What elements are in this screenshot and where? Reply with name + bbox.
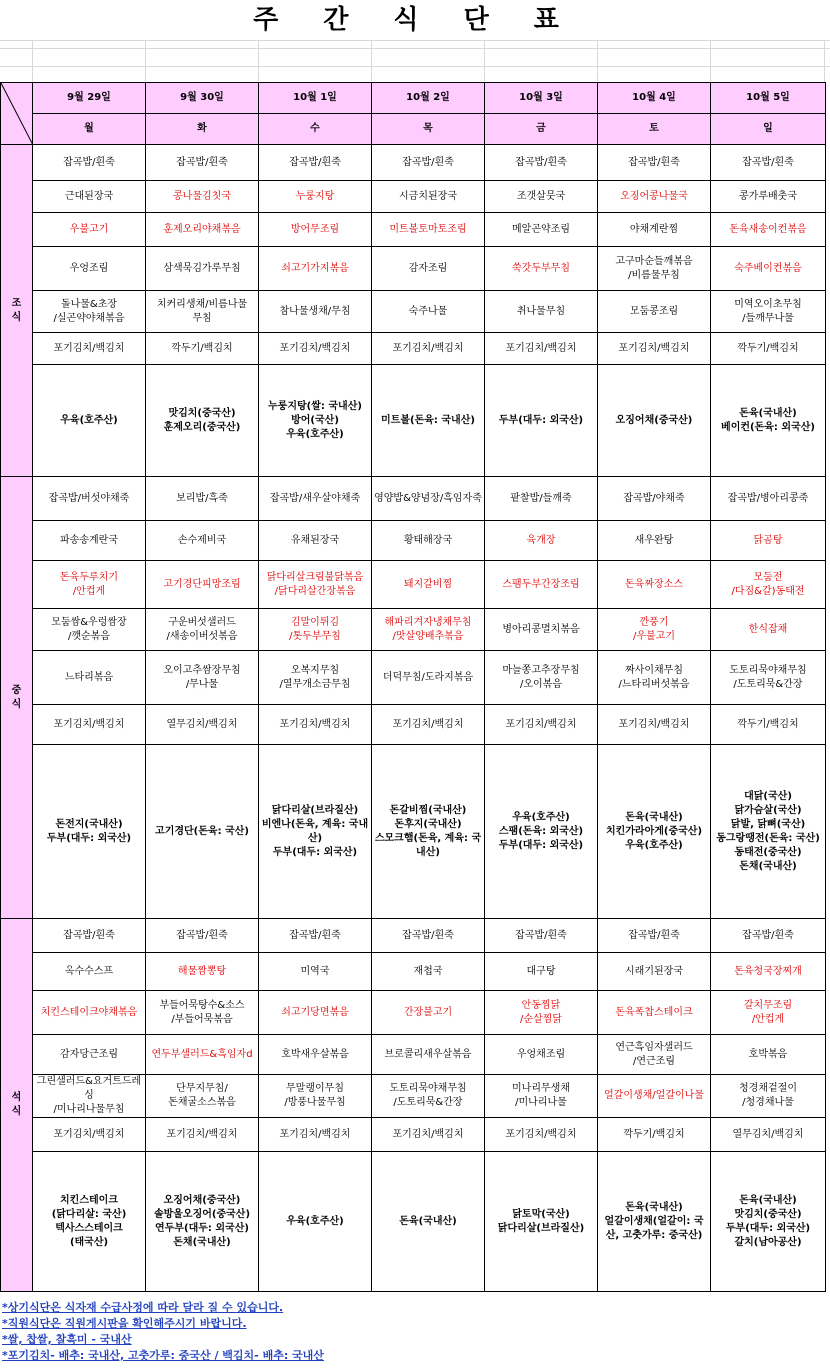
origin-cell: 치킨스테이크 (닭다리살: 국산) 텍사스스테이크 (태국산) (33, 1152, 146, 1292)
menu-cell: 감자조림 (372, 247, 485, 291)
menu-cell: 짜사이채무침 /느타리버섯볶음 (598, 651, 711, 705)
menu-cell: 얼갈이생채/얼갈이나물 (598, 1075, 711, 1118)
menu-cell: 스팸두부간장조림 (485, 561, 598, 609)
date-cell: 10월 2일 (372, 83, 485, 114)
menu-row (1, 705, 826, 745)
menu-cell: 그린샐러드&요거트드레싱 /미나리나물무침 (33, 1075, 146, 1118)
menu-cell: 호박볶음 (711, 1035, 826, 1075)
date-cell: 10월 4일 (598, 83, 711, 114)
menu-cell: 메알곤약조림 (485, 213, 598, 247)
menu-cell: 잡곡밥/흰죽 (485, 145, 598, 181)
origin-cell: 오징어채(중국산) 솔방울오징어(중국산) 연두부(대두: 외국산) 돈채(국내산) (146, 1152, 259, 1292)
menu-cell: 포기김치/백김치 (372, 333, 485, 365)
menu-cell: 시금치된장국 (372, 181, 485, 213)
menu-cell: 잡곡밥/흰죽 (372, 145, 485, 181)
menu-cell: 마늘쫑고추장무침 /오이볶음 (485, 651, 598, 705)
menu-cell: 깍두기/백김치 (711, 705, 826, 745)
menu-cell: 병아리콩멸치볶음 (485, 609, 598, 651)
menu-cell: 육개장 (485, 521, 598, 561)
menu-cell: 모둠콩조림 (598, 291, 711, 333)
menu-cell: 취나물무침 (485, 291, 598, 333)
weekday-cell: 토 (598, 114, 711, 145)
menu-cell: 손수제비국 (146, 521, 259, 561)
menu-cell: 우엉조림 (33, 247, 146, 291)
origin-cell: 돈육(국내산) 베이컨(돈육: 외국산) (711, 365, 826, 477)
origin-cell: 돈육(국내산) 치킨가라아게(중국산) 우육(호주산) (598, 745, 711, 919)
menu-cell: 포기김치/백김치 (598, 333, 711, 365)
menu-cell: 방어무조림 (259, 213, 372, 247)
menu-cell: 잡곡밥/흰죽 (598, 919, 711, 953)
menu-cell: 유채된장국 (259, 521, 372, 561)
menu-cell: 파송송계란국 (33, 521, 146, 561)
menu-cell: 조갯살뭇국 (485, 181, 598, 213)
menu-cell: 돈육두루치기 /안컵게 (33, 561, 146, 609)
menu-cell: 미역오이초무침 /들깨무나물 (711, 291, 826, 333)
meal-label: 석 식 (1, 919, 33, 1292)
origin-cell: 두부(대두: 외국산) (485, 365, 598, 477)
menu-cell: 잡곡밥/흰죽 (146, 145, 259, 181)
menu-cell: 옥수수스프 (33, 953, 146, 991)
menu-cell: 느타리볶음 (33, 651, 146, 705)
menu-row (1, 145, 826, 181)
menu-row (1, 333, 826, 365)
menu-cell: 닭다리살크림불닭볶음 /닭다리살간장볶음 (259, 561, 372, 609)
date-cell: 10월 1일 (259, 83, 372, 114)
menu-cell: 오복지무침 /열무개소금무침 (259, 651, 372, 705)
menu-cell: 영양밥&양념장/흑임자죽 (372, 477, 485, 521)
meal-label: 중 식 (1, 477, 33, 919)
menu-cell: 새우완탕 (598, 521, 711, 561)
date-cell: 10월 5일 (711, 83, 826, 114)
menu-cell: 열무김치/백김치 (146, 705, 259, 745)
menu-cell: 열무김치/백김치 (711, 1118, 826, 1152)
menu-cell: 깍두기/백김치 (711, 333, 826, 365)
weekday-cell: 화 (146, 114, 259, 145)
menu-cell: 잡곡밥/흰죽 (33, 145, 146, 181)
menu-cell: 잡곡밥/흰죽 (711, 145, 826, 181)
menu-cell: 근대된장국 (33, 181, 146, 213)
menu-cell: 황태해장국 (372, 521, 485, 561)
origin-cell: 오징어채(중국산) (598, 365, 711, 477)
menu-row (1, 1118, 826, 1152)
meal-label: 조 식 (1, 145, 33, 477)
menu-cell: 치커리생채/비름나물 무침 (146, 291, 259, 333)
menu-row (1, 919, 826, 953)
menu-cell: 재첩국 (372, 953, 485, 991)
menu-cell: 감자당근조림 (33, 1035, 146, 1075)
menu-cell: 미역국 (259, 953, 372, 991)
menu-cell: 잡곡밥/흰죽 (711, 919, 826, 953)
page-title: 주 간 식 단 표 (253, 5, 577, 35)
menu-cell: 포기김치/백김치 (259, 1118, 372, 1152)
menu-cell: 대구탕 (485, 953, 598, 991)
footnotes (2, 1300, 324, 1364)
menu-cell: 돈육청국장찌개 (711, 953, 826, 991)
menu-cell: 돈육짜장소스 (598, 561, 711, 609)
origin-cell: 미트볼(돈육: 국내산) (372, 365, 485, 477)
menu-cell: 부들어묵탕수&소스 /부들어묵볶음 (146, 991, 259, 1035)
weekday-cell: 수 (259, 114, 372, 145)
menu-cell: 깐풍기 /우불고기 (598, 609, 711, 651)
origin-cell: 우육(호주산) (33, 365, 146, 477)
menu-cell: 포기김치/백김치 (485, 705, 598, 745)
menu-cell: 구운버섯샐러드 /새송이버섯볶음 (146, 609, 259, 651)
menu-cell: 깍두기/백김치 (598, 1118, 711, 1152)
menu-cell: 연두부샐러드&흑임자d (146, 1035, 259, 1075)
menu-cell: 포기김치/백김치 (485, 1118, 598, 1152)
menu-cell: 돼지갈비찜 (372, 561, 485, 609)
menu-cell: 닭곰탕 (711, 521, 826, 561)
menu-cell: 잡곡밥/흰죽 (259, 145, 372, 181)
menu-cell: 호박새우살볶음 (259, 1035, 372, 1075)
menu-cell: 포기김치/백김치 (485, 333, 598, 365)
weekday-cell: 금 (485, 114, 598, 145)
menu-cell: 잡곡밥/병아리콩죽 (711, 477, 826, 521)
footnote: *포기김치- 배추: 국내산, 고춧가루: 중국산 / 백김치- 배추: 국내산 (2, 1349, 324, 1362)
menu-cell: 미나리무생채 /미나리나물 (485, 1075, 598, 1118)
menu-cell: 잡곡밥/흰죽 (259, 919, 372, 953)
date-header-row (1, 83, 826, 114)
menu-cell: 돌나물&초장 /실곤약야채볶음 (33, 291, 146, 333)
menu-cell: 한식잡채 (711, 609, 826, 651)
origin-cell: 돈육(국내산) (372, 1152, 485, 1292)
menu-cell: 숙주베이컨볶음 (711, 247, 826, 291)
menu-cell: 김말이튀김 /톳두부무침 (259, 609, 372, 651)
menu-cell: 시래기된장국 (598, 953, 711, 991)
menu-cell: 단무지무침/ 돈채굴소스볶음 (146, 1075, 259, 1118)
menu-cell: 고기경단피망조림 (146, 561, 259, 609)
origin-row (1, 1152, 826, 1292)
menu-cell: 포기김치/백김치 (598, 705, 711, 745)
origin-cell: 누룽지탕(쌀: 국내산) 방어(국산) 우육(호주산) (259, 365, 372, 477)
menu-cell: 포기김치/백김치 (33, 333, 146, 365)
menu-cell: 청경채겉절이 /청경채나물 (711, 1075, 826, 1118)
menu-row (1, 477, 826, 521)
origin-cell: 돈육(국내산) 맛김치(중국산) 두부(대두: 외국산) 갈치(남아공산) (711, 1152, 826, 1292)
menu-cell: 콩가루배춧국 (711, 181, 826, 213)
menu-cell: 모둠전 /다짐&갈)동태전 (711, 561, 826, 609)
menu-cell: 참나물생채/무침 (259, 291, 372, 333)
menu-cell: 삼색묵김가루무침 (146, 247, 259, 291)
date-cell: 9월 30일 (146, 83, 259, 114)
menu-cell: 야채계란찜 (598, 213, 711, 247)
menu-cell: 브로콜리새우살볶음 (372, 1035, 485, 1075)
menu-cell: 연근흑임자샐러드 /연근조림 (598, 1035, 711, 1075)
menu-cell: 팥찰밥/들깨죽 (485, 477, 598, 521)
menu-row (1, 651, 826, 705)
menu-row (1, 1035, 826, 1075)
menu-cell: 잡곡밥/흰죽 (372, 919, 485, 953)
menu-row (1, 561, 826, 609)
origin-cell: 닭토막(국산) 닭다리살(브라질산) (485, 1152, 598, 1292)
menu-cell: 무말랭이무침 /방풍나물무침 (259, 1075, 372, 1118)
origin-cell: 고기경단(돈육: 국산) (146, 745, 259, 919)
menu-row (1, 291, 826, 333)
menu-row (1, 213, 826, 247)
menu-cell: 우불고기 (33, 213, 146, 247)
menu-row (1, 247, 826, 291)
menu-cell: 쇠고기가지볶음 (259, 247, 372, 291)
menu-cell: 잡곡밥/흰죽 (146, 919, 259, 953)
weekday-cell: 목 (372, 114, 485, 145)
weekday-cell: 일 (711, 114, 826, 145)
menu-cell: 해물짬뽕탕 (146, 953, 259, 991)
menu-row (1, 991, 826, 1035)
menu-cell: 숙주나물 (372, 291, 485, 333)
menu-cell: 잡곡밥/흰죽 (485, 919, 598, 953)
origin-cell: 대닭(국산) 닭가슴살(국산) 닭발, 닭뼈(국산) 동그랑땡전(돈육: 국산) 동태전(중국산) 돈채(국내산) (711, 745, 826, 919)
menu-cell: 포기김치/백김치 (372, 1118, 485, 1152)
origin-cell: 맛김치(중국산) 훈제오리(중국산) (146, 365, 259, 477)
menu-cell: 돈육폭찹스테이크 (598, 991, 711, 1035)
menu-cell: 갈치무조림 /안컵게 (711, 991, 826, 1035)
menu-cell: 콩나물김칫국 (146, 181, 259, 213)
menu-cell: 도토리묵야채무침 /도토리묵&간장 (711, 651, 826, 705)
menu-cell: 포기김치/백김치 (259, 333, 372, 365)
origin-row (1, 745, 826, 919)
origin-cell: 우육(호주산) (259, 1152, 372, 1292)
corner-diagonal-cell (1, 83, 33, 145)
menu-row (1, 1075, 826, 1118)
menu-cell: 고구마순들깨볶음 /비름물무침 (598, 247, 711, 291)
menu-row (1, 953, 826, 991)
menu-row (1, 609, 826, 651)
menu-cell: 모둠쌈&우렁쌈장 /깻순볶음 (33, 609, 146, 651)
menu-row (1, 181, 826, 213)
date-cell: 9월 29일 (33, 83, 146, 114)
menu-cell: 포기김치/백김치 (259, 705, 372, 745)
weekly-menu-table (0, 82, 826, 1292)
menu-cell: 잡곡밥/흰죽 (33, 919, 146, 953)
menu-cell: 잡곡밥/흰죽 (598, 145, 711, 181)
menu-cell: 포기김치/백김치 (146, 1118, 259, 1152)
origin-cell: 돈전지(국내산) 두부(대두: 외국산) (33, 745, 146, 919)
menu-cell: 잡곡밥/버섯야채죽 (33, 477, 146, 521)
menu-cell: 포기김치/백김치 (33, 1118, 146, 1152)
diagonal-line (1, 83, 33, 145)
footnote: *쌀, 찹쌀, 찰흑미 - 국내산 (2, 1333, 132, 1346)
menu-cell: 보리밥/흑죽 (146, 477, 259, 521)
origin-row (1, 365, 826, 477)
menu-cell: 치킨스테이크야채볶음 (33, 991, 146, 1035)
menu-cell: 돈육새송이컨볶음 (711, 213, 826, 247)
spreadsheet-gridlines (0, 40, 830, 82)
menu-cell: 잡곡밥/새우살야채죽 (259, 477, 372, 521)
menu-cell: 더덕무침/도라지볶음 (372, 651, 485, 705)
menu-cell: 안동찜닭 /순살찜닭 (485, 991, 598, 1035)
menu-cell: 포기김치/백김치 (372, 705, 485, 745)
menu-cell: 쇠고기당면볶음 (259, 991, 372, 1035)
menu-cell: 해파리겨자냉채무침 /맛살양배추볶음 (372, 609, 485, 651)
origin-cell: 돈갈비찜(국내산) 돈후지(국내산) 스모크햄(돈육, 계육: 국내산) (372, 745, 485, 919)
weekday-row (1, 114, 826, 145)
menu-cell: 간장불고기 (372, 991, 485, 1035)
menu-cell: 훈제오리야채볶음 (146, 213, 259, 247)
origin-cell: 닭다리살(브라질산) 비엔나(돈육, 계육: 국내산) 두부(대두: 외국산) (259, 745, 372, 919)
menu-cell: 깍두기/백김치 (146, 333, 259, 365)
origin-cell: 우육(호주산) 스팸(돈육: 외국산) 두부(대두: 외국산) (485, 745, 598, 919)
weekday-cell: 월 (33, 114, 146, 145)
menu-cell: 포기김치/백김치 (33, 705, 146, 745)
menu-cell: 누룽지탕 (259, 181, 372, 213)
footnote: *상기식단은 식자재 수급사정에 따라 달라 질 수 있습니다. (2, 1301, 284, 1314)
menu-cell: 우엉채조림 (485, 1035, 598, 1075)
footnote: *직원식단은 직원게시판을 확인해주시기 바랍니다. (2, 1317, 247, 1330)
origin-cell: 돈육(국내산) 얼갈이생채(얼갈이: 국산, 고춧가루: 중국산) (598, 1152, 711, 1292)
menu-cell: 도토리묵야채무침 /도토리묵&간장 (372, 1075, 485, 1118)
menu-cell: 오이고추쌈장무침 /무나물 (146, 651, 259, 705)
menu-cell: 오징어콩나물국 (598, 181, 711, 213)
menu-cell: 쑥갓두부무침 (485, 247, 598, 291)
menu-cell: 잡곡밥/야채죽 (598, 477, 711, 521)
menu-cell: 미트볼토마토조림 (372, 213, 485, 247)
date-cell: 10월 3일 (485, 83, 598, 114)
menu-row (1, 521, 826, 561)
